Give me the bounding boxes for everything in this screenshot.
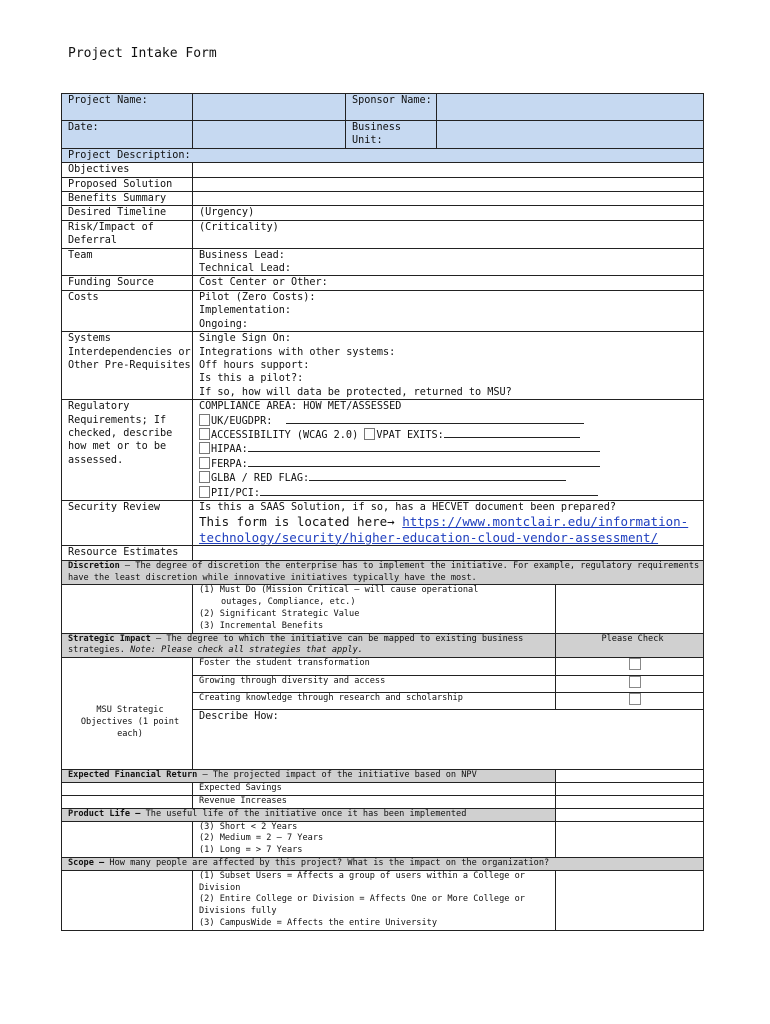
ferpa-line[interactable]	[248, 457, 600, 467]
discretion-option-3: (3) Incremental Benefits	[199, 620, 324, 631]
objective-2: Growing through diversity and access	[193, 675, 556, 692]
vpat-checkbox[interactable]	[364, 428, 375, 440]
financial-header	[62, 770, 556, 783]
objectives-field[interactable]	[193, 163, 704, 177]
uk-label: UK/EUGDPR:	[211, 415, 273, 427]
security-review-field	[193, 500, 704, 545]
expected-savings-label: Expected Savings	[193, 783, 556, 796]
benefits-summary-field[interactable]	[193, 192, 704, 206]
product-life-medium: (2) Medium = 2 – 7 Years	[199, 833, 324, 844]
costs-field[interactable]	[193, 290, 704, 331]
funding-source-label: Funding Source	[62, 276, 193, 290]
intake-form-table	[61, 93, 704, 931]
ferpa-label: FERPA:	[211, 458, 248, 470]
product-life-header	[62, 808, 556, 821]
objective-3-check-cell	[556, 692, 704, 709]
compliance-pii-row	[199, 486, 703, 500]
objective-2-check-cell	[556, 675, 704, 692]
discretion-text: – The degree of discretion the enterprise has to implement the initiative. For example, regulatory requirements have the least discretion while innovative initiatives typically have the most.	[68, 560, 700, 583]
project-description-label: Project Description:	[62, 148, 704, 162]
objective-1: Foster the student transformation	[193, 658, 556, 675]
desired-timeline-label: Desired Timeline	[62, 206, 193, 220]
security-question: Is this a SAAS Solution, if so, has a HECVET document been prepared?	[199, 501, 617, 513]
discretion-option-1-cont: outages, Compliance, etc.)	[221, 597, 356, 608]
scope-options	[193, 870, 556, 930]
date-label: Date:	[62, 121, 193, 149]
glba-checkbox[interactable]	[199, 471, 210, 483]
product-life-label: Product Life –	[68, 808, 141, 819]
resource-estimates-label: Resource Estimates	[62, 546, 193, 560]
uk-line[interactable]	[286, 414, 584, 424]
implementation-cost-line: Implementation:	[199, 305, 292, 317]
discretion-header	[62, 560, 704, 585]
compliance-accessibility-row	[199, 428, 703, 442]
hipaa-label: HIPAA:	[211, 444, 248, 456]
discretion-left-blank	[62, 585, 193, 633]
revenue-increases-field[interactable]	[556, 795, 704, 808]
financial-left-blank-2	[62, 795, 193, 808]
scope-subset: (1) Subset Users = Affects a group of users within a College or Division	[199, 870, 525, 893]
technical-lead-line: Technical Lead:	[199, 263, 292, 275]
benefits-summary-label: Benefits Summary	[62, 192, 193, 206]
risk-field[interactable]: (Criticality)	[193, 220, 704, 248]
pilot-cost-line: Pilot (Zero Costs):	[199, 291, 316, 303]
objective-2-checkbox[interactable]	[629, 676, 641, 688]
pilot-line: Is this a pilot?:	[199, 373, 304, 385]
systems-field[interactable]	[193, 332, 704, 400]
proposed-solution-field[interactable]	[193, 177, 704, 191]
objective-3-checkbox[interactable]	[629, 693, 641, 705]
risk-label: Risk/Impact of Deferral	[62, 220, 193, 248]
ferpa-checkbox[interactable]	[199, 457, 210, 469]
resource-estimates-field[interactable]	[193, 546, 704, 560]
discretion-options	[193, 585, 556, 633]
scope-college: (2) Entire College or Division = Affects One or More College or Divisions fully	[199, 894, 525, 917]
glba-line[interactable]	[309, 471, 566, 481]
accessibility-label: ACCESSIBILITY (WCAG 2.0)	[211, 429, 359, 441]
scope-left-blank	[62, 870, 193, 930]
security-form-text: This form is located here→	[199, 514, 395, 530]
project-name-label: Project Name:	[62, 94, 193, 121]
strategic-label: Strategic Impact	[68, 633, 151, 644]
revenue-increases-label: Revenue Increases	[193, 795, 556, 808]
scope-header	[62, 857, 704, 870]
discretion-option-2: (2) Significant Strategic Value	[199, 608, 360, 619]
team-label: Team	[62, 248, 193, 276]
product-life-short: (3) Short < 2 Years	[199, 821, 298, 832]
security-review-label: Security Review	[62, 500, 193, 545]
hecvat-link[interactable]: https://www.montclair.edu/information-technology/security/higher-education-cloud-vendor-assessment/	[199, 514, 689, 545]
regulatory-label: Regulatory Requirements; If checked, describe how met or to be assessed.	[62, 400, 193, 501]
pii-label: PII/PCI:	[211, 487, 261, 499]
accessibility-checkbox[interactable]	[199, 428, 210, 440]
sponsor-name-label: Sponsor Name:	[346, 94, 437, 121]
compliance-header: COMPLIANCE AREA: HOW MET/ASSESSED	[199, 401, 402, 413]
pii-line[interactable]	[260, 486, 598, 496]
vpat-line[interactable]	[444, 428, 580, 438]
form-title: Project Intake Form	[68, 46, 217, 61]
funding-source-field[interactable]: Cost Center or Other:	[193, 276, 704, 290]
integrations-line: Integrations with other systems:	[199, 346, 396, 358]
hipaa-line[interactable]	[248, 442, 600, 452]
compliance-uk-row	[199, 414, 703, 428]
sso-line: Single Sign On:	[199, 333, 292, 345]
objective-1-check-cell	[556, 658, 704, 675]
strategic-text: – The degree to which the initiative can be mapped to existing business strategies.	[68, 633, 524, 656]
glba-label: GLBA / RED FLAG:	[211, 473, 310, 485]
systems-label: Systems Interdependencies or Other Pre-Requisites	[62, 332, 193, 400]
scope-label: Scope –	[68, 857, 105, 868]
objective-1-checkbox[interactable]	[629, 658, 641, 670]
objective-3: Creating knowledge through research and scholarship	[193, 692, 556, 709]
scope-campuswide: (3) CampusWide = Affects the entire University	[199, 917, 437, 928]
objectives-label: Objectives	[62, 163, 193, 177]
product-life-long: (1) Long = > 7 Years	[199, 845, 303, 856]
regulatory-field	[193, 400, 704, 501]
project-name-field[interactable]	[193, 94, 346, 121]
ongoing-cost-line: Ongoing:	[199, 318, 249, 330]
desired-timeline-field[interactable]: (Urgency)	[193, 206, 704, 220]
discretion-option-1: (1) Must Do (Mission Critical – will cause operational	[199, 585, 479, 596]
sponsor-name-field[interactable]	[437, 94, 704, 121]
product-life-score-field[interactable]	[556, 821, 704, 857]
strategic-note: Note: Please check all strategies that apply.	[130, 645, 363, 656]
business-unit-field[interactable]	[437, 121, 704, 149]
discretion-label: Discretion	[68, 560, 120, 571]
financial-label: Expected Financial Return	[68, 770, 198, 781]
business-unit-label: Business Unit:	[346, 121, 437, 149]
describe-how-field[interactable]: Describe How:	[193, 710, 704, 770]
please-check-header: Please Check	[556, 633, 704, 658]
msu-objectives-label: MSU Strategic Objectives (1 point each)	[62, 658, 193, 770]
scope-text: How many people are affected by this project? What is the impact on the organization?	[104, 857, 550, 868]
compliance-hipaa-row	[199, 442, 703, 456]
uk-checkbox[interactable]	[199, 414, 210, 426]
compliance-ferpa-row	[199, 457, 703, 471]
business-lead-line: Business Lead:	[199, 249, 285, 261]
hipaa-checkbox[interactable]	[199, 442, 210, 454]
product-life-left-blank	[62, 821, 193, 857]
discretion-score-field[interactable]	[556, 585, 704, 633]
product-life-text: The useful life of the initiative once it has been implemented	[140, 808, 467, 819]
pii-checkbox[interactable]	[199, 486, 210, 498]
proposed-solution-label: Proposed Solution	[62, 177, 193, 191]
data-protection-line: If so, how will data be protected, returned to MSU?	[199, 386, 512, 398]
strategic-header	[62, 633, 556, 658]
team-field[interactable]	[193, 248, 704, 276]
product-life-options	[193, 821, 556, 857]
compliance-glba-row	[199, 471, 703, 485]
costs-label: Costs	[62, 290, 193, 331]
financial-header-blank	[556, 770, 704, 783]
security-form-line	[199, 514, 703, 545]
date-field[interactable]	[193, 121, 346, 149]
product-life-header-blank	[556, 808, 704, 821]
financial-left-blank-1	[62, 783, 193, 796]
scope-score-field[interactable]	[556, 870, 704, 930]
financial-text: – The projected impact of the initiative based on NPV	[197, 770, 477, 781]
vpat-label: VPAT EXITS:	[376, 429, 444, 441]
expected-savings-field[interactable]	[556, 783, 704, 796]
off-hours-line: Off hours support:	[199, 359, 310, 371]
